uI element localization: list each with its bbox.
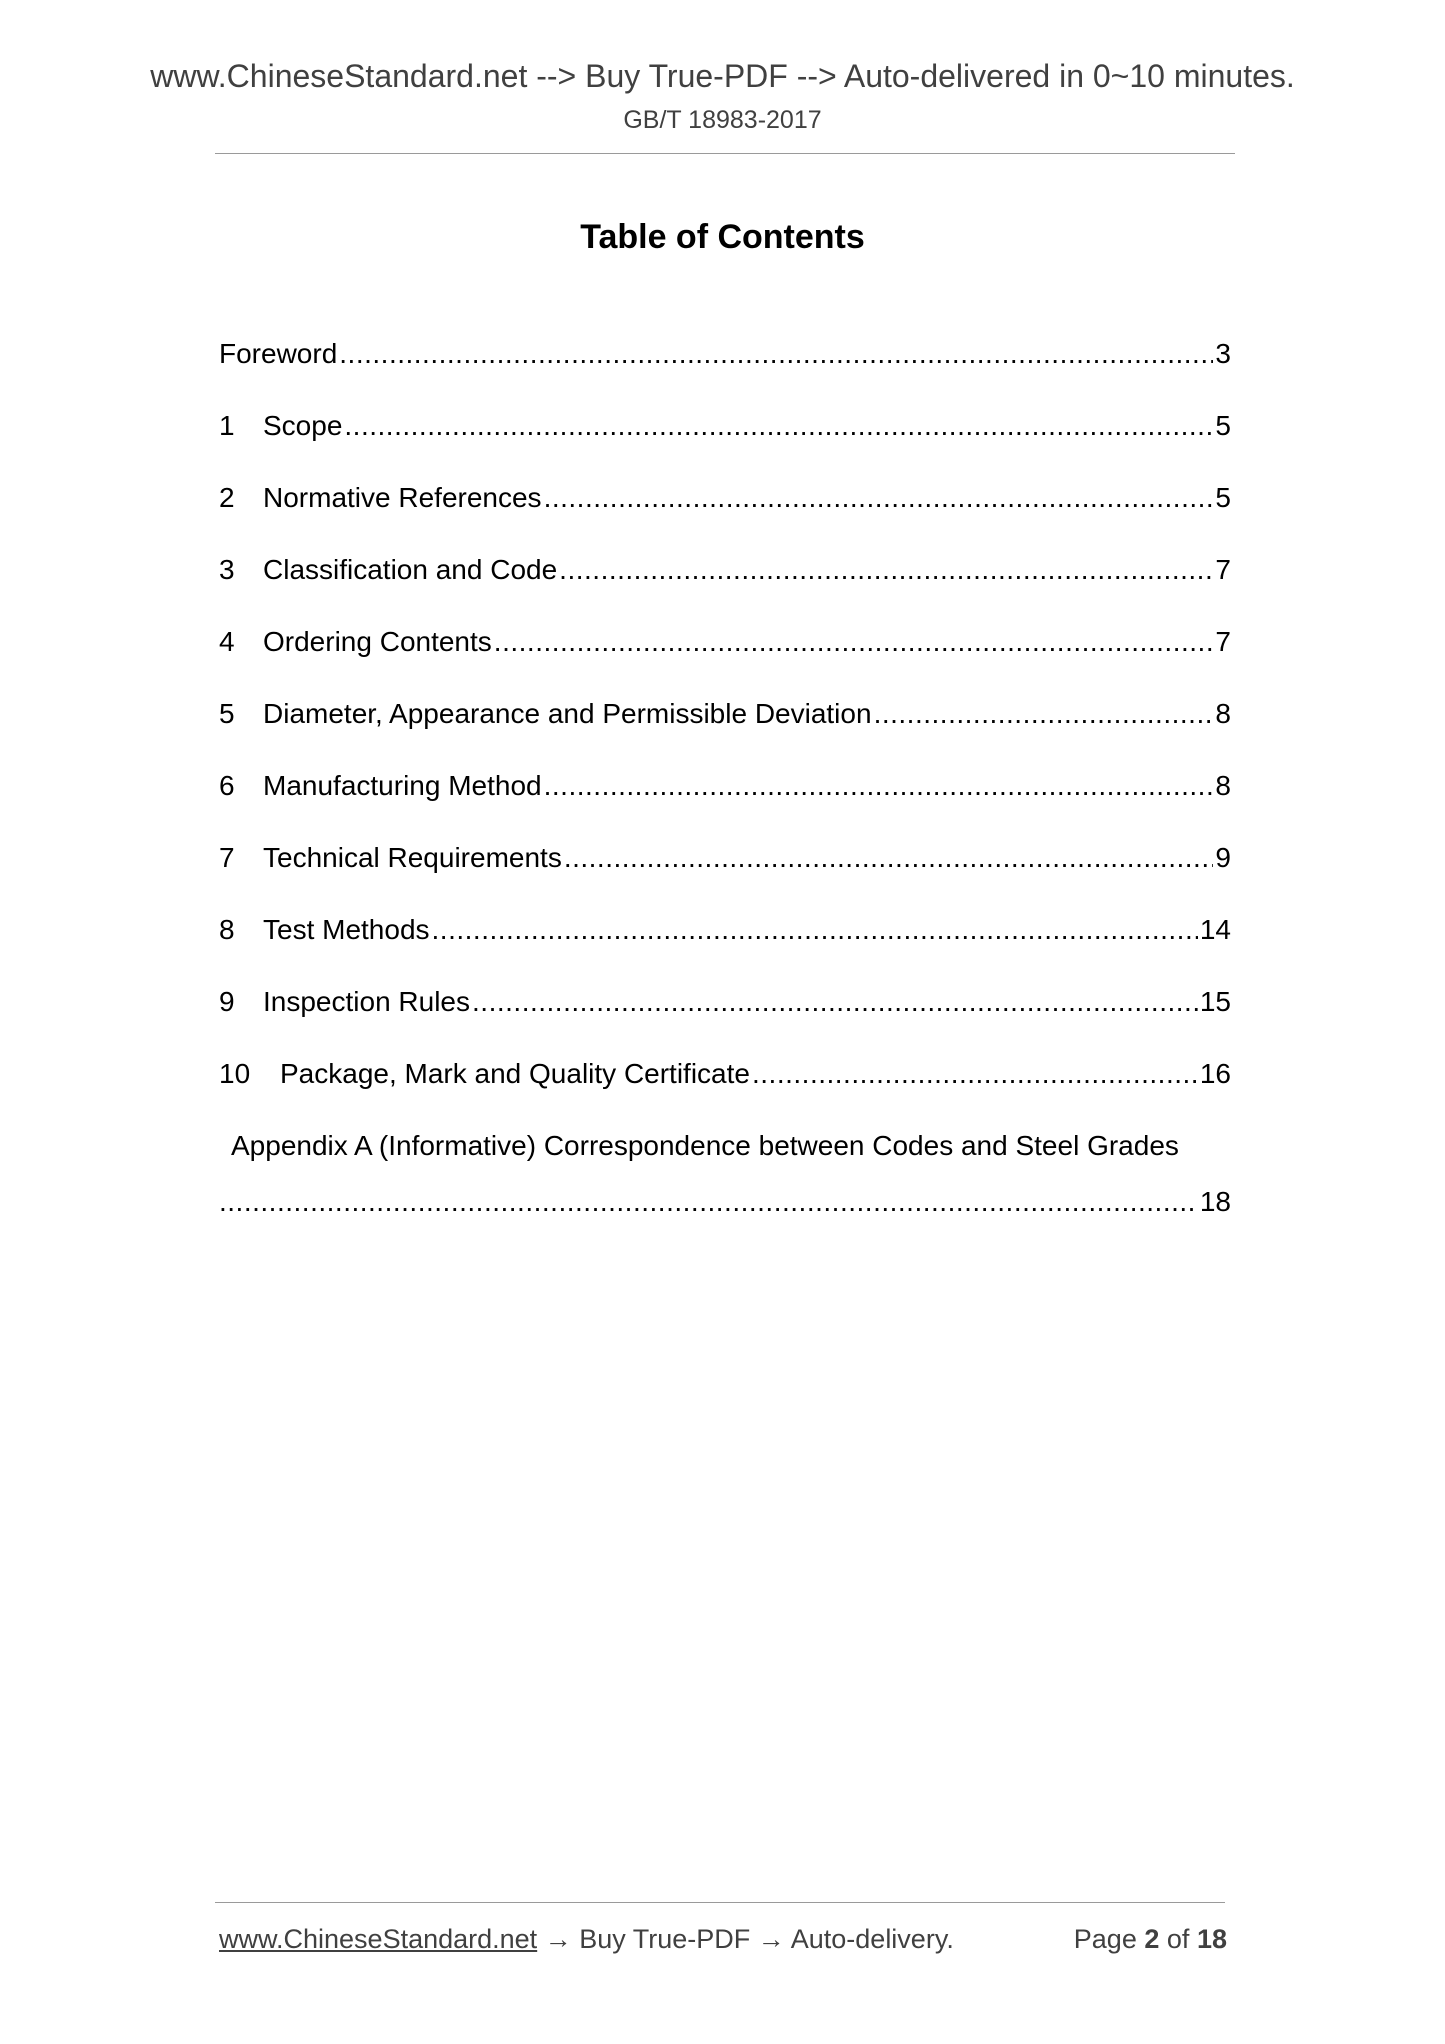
toc-entry-page: 14 [1199, 914, 1231, 945]
toc-entry-scope[interactable] [219, 410, 1231, 482]
toc-entry-ordering-contents[interactable] [219, 626, 1231, 698]
page-current: 2 [1144, 1924, 1160, 1954]
dot-leader [544, 770, 1214, 802]
toc-entry-page: 18 [1199, 1186, 1231, 1217]
toc-entry-number: 2 [219, 482, 235, 513]
dot-leader [874, 698, 1214, 730]
footer [219, 1924, 1227, 1955]
toc-entry-normative-references[interactable] [219, 482, 1231, 554]
page-label: Page [1073, 1924, 1137, 1954]
toc-entry-number: 5 [219, 698, 235, 729]
toc-entry-page: 5 [1215, 482, 1231, 513]
appendix-leader-row [219, 1186, 1231, 1246]
toc-entry-page: 7 [1215, 626, 1231, 657]
page-total: 18 [1196, 1924, 1227, 1954]
dot-leader [544, 482, 1214, 514]
toc-entry-technical-requirements[interactable] [219, 842, 1231, 914]
toc-entry-classification-and-code[interactable] [219, 554, 1231, 626]
footer-site-link[interactable]: www.ChineseStandard.net [219, 1924, 538, 1954]
toc-entry-page: 3 [1215, 338, 1231, 369]
page-of-label: of [1166, 1924, 1190, 1954]
toc-entry-page: 15 [1199, 986, 1231, 1017]
toc-entry-title: Foreword [219, 338, 338, 369]
dot-leader [559, 554, 1213, 586]
toc-entry-number: 7 [219, 842, 235, 873]
toc-entry-title: Appendix A (Informative) Correspondence between Codes and Steel Grades [231, 1130, 1179, 1161]
dot-leader [339, 338, 1213, 370]
toc-entry-page: 9 [1215, 842, 1231, 873]
toc-entry-page: 5 [1215, 410, 1231, 441]
dot-leader [564, 842, 1214, 874]
toc-entry-number: 4 [219, 626, 235, 657]
footer-text: → Buy True-PDF → Auto-delivery. [537, 1924, 954, 1954]
toc-entry-page: 7 [1215, 554, 1231, 585]
dot-leader [432, 914, 1198, 946]
header-divider [215, 153, 1235, 154]
footer-left [219, 1924, 954, 1955]
toc-entry-appendix-a[interactable] [219, 1130, 1231, 1246]
toc-entry-title: Ordering Contents [263, 626, 492, 657]
toc-entry-title: Diameter, Appearance and Permissible Deviation [263, 698, 872, 729]
header-banner: www.ChineseStandard.net --> Buy True-PDF --> Auto-delivered in 0~10 minutes. [150, 58, 1295, 94]
table-of-contents [219, 338, 1231, 1246]
toc-entry-number: 9 [219, 986, 235, 1017]
toc-entry-inspection-rules[interactable] [219, 986, 1231, 1058]
toc-entry-page: 16 [1199, 1058, 1231, 1089]
toc-entry-package-mark[interactable] [219, 1058, 1231, 1130]
toc-entry-number: 8 [219, 914, 235, 945]
toc-entry-title: Technical Requirements [263, 842, 562, 873]
toc-entry-number: 6 [219, 770, 235, 801]
toc-entry-title: Test Methods [263, 914, 430, 945]
toc-entry-page: 8 [1215, 770, 1231, 801]
toc-entry-title: Classification and Code [263, 554, 558, 585]
toc-entry-number: 10 [219, 1058, 251, 1089]
footer-divider [215, 1902, 1225, 1903]
toc-entry-manufacturing-method[interactable] [219, 770, 1231, 842]
toc-entry-foreword[interactable] [219, 338, 1231, 410]
dot-leader [344, 410, 1213, 442]
dot-leader [472, 986, 1198, 1018]
dot-leader [752, 1058, 1198, 1090]
toc-entry-diameter-appearance[interactable] [219, 698, 1231, 770]
page-indicator [1074, 1924, 1227, 1955]
toc-entry-number: 3 [219, 554, 235, 585]
toc-entry-page: 8 [1215, 698, 1231, 729]
dot-leader [219, 1186, 1198, 1218]
toc-entry-number: 1 [219, 410, 235, 441]
dot-leader [494, 626, 1214, 658]
toc-entry-title: Scope [263, 410, 343, 441]
toc-entry-title: Manufacturing Method [263, 770, 542, 801]
toc-entry-title: Package, Mark and Quality Certificate [280, 1058, 750, 1089]
toc-entry-title: Normative References [263, 482, 542, 513]
toc-entry-test-methods[interactable] [219, 914, 1231, 986]
document-code: GB/T 18983-2017 [623, 106, 822, 134]
toc-entry-title: Inspection Rules [263, 986, 471, 1017]
toc-title: Table of Contents [580, 218, 865, 256]
